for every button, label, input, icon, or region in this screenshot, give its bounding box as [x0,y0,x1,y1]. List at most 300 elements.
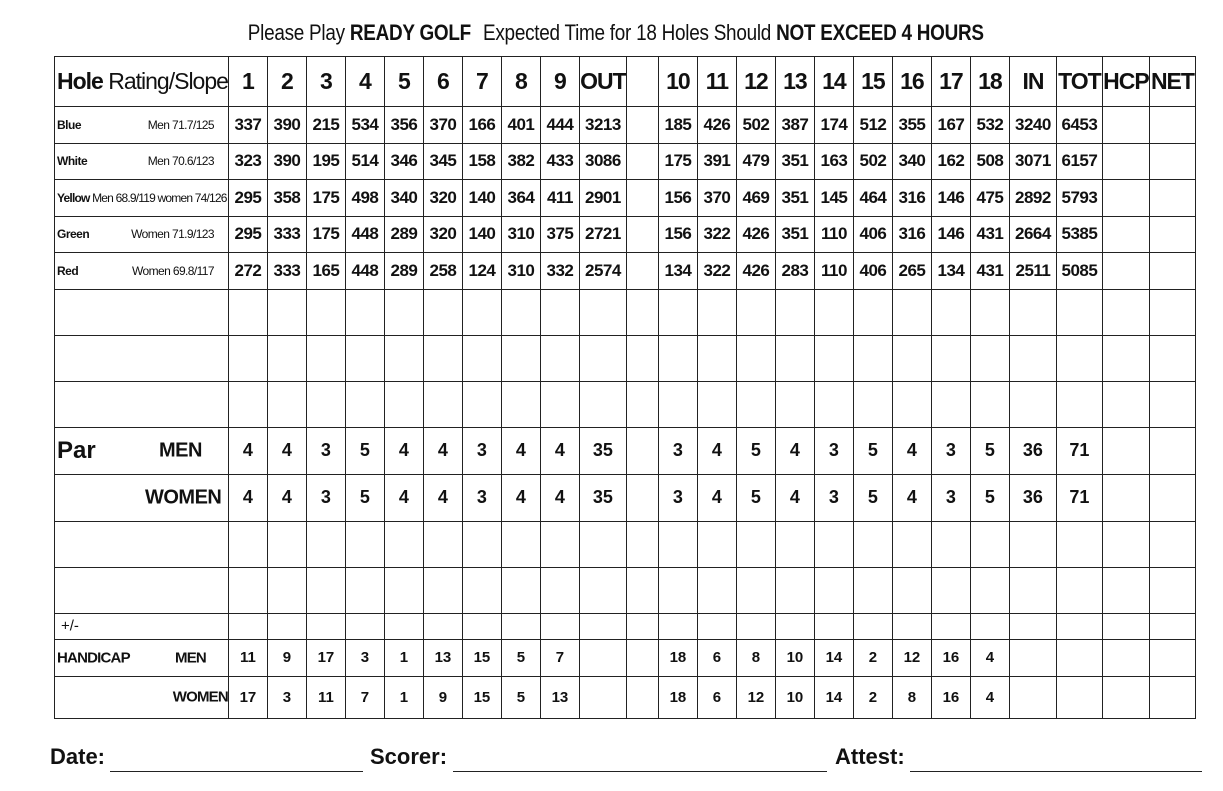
handicap-women-label [55,676,229,718]
score-entry-cell[interactable] [267,613,306,639]
yardage-cell: 167 [931,107,970,144]
yardage-cell: 316 [892,180,931,217]
score-entry-cell[interactable] [384,567,423,613]
gap-cell [626,143,658,180]
score-entry-cell[interactable] [814,613,853,639]
out-total-cell: 2574 [579,253,626,290]
score-entry-cell[interactable] [970,335,1009,381]
gap-cell [626,676,658,718]
score-entry-cell[interactable] [658,521,697,567]
score-entry-cell[interactable] [306,567,345,613]
score-entry-cell[interactable] [697,521,736,567]
hole-number-7: 7 [462,57,501,107]
score-entry-cell[interactable] [892,289,931,335]
par-cell: 4 [228,474,267,521]
par-cell: 4 [775,427,814,474]
net-cell [1149,474,1195,521]
score-entry-cell[interactable] [306,613,345,639]
yardage-cell: 195 [306,143,345,180]
score-entry-cell[interactable] [775,521,814,567]
handicap-cell: 2 [853,639,892,676]
yardage-cell: 310 [501,216,540,253]
score-entry-cell[interactable] [853,289,892,335]
yardage-cell: 375 [540,216,579,253]
score-entry-cell[interactable] [1009,335,1056,381]
par-cell: 4 [267,474,306,521]
gap-cell [626,107,658,144]
yardage-cell: 358 [267,180,306,217]
score-entry-cell[interactable] [814,335,853,381]
signature-footer [50,744,1210,778]
score-entry-cell[interactable] [345,613,384,639]
hcp-header: HCP [1102,57,1149,107]
tee-row-white [55,143,1196,180]
score-entry-cell[interactable] [501,289,540,335]
yardage-cell: 175 [658,143,697,180]
score-entry-cell[interactable] [892,567,931,613]
par-cell: 4 [540,427,579,474]
score-entry-cell[interactable] [1056,521,1102,567]
banner-text-2: Expected Time for 18 Holes Should [482,20,777,45]
hole-number-15: 15 [853,57,892,107]
score-entry-cell[interactable] [228,289,267,335]
score-entry-cell[interactable] [697,567,736,613]
in-cell [1009,676,1056,718]
score-entry-cell[interactable] [1056,289,1102,335]
handicap-cell: 12 [736,676,775,718]
par-cell: 3 [306,474,345,521]
score-entry-cell[interactable] [1009,521,1056,567]
score-entry-cell[interactable] [423,567,462,613]
score-entry-cell[interactable] [306,381,345,427]
yardage-cell: 479 [736,143,775,180]
tee-rating: Women 71.9/123 [131,227,214,242]
score-entry-cell[interactable] [579,567,626,613]
score-entry-cell[interactable] [626,335,658,381]
score-entry-cell[interactable] [853,613,892,639]
score-entry-cell[interactable] [892,381,931,427]
in-cell [1009,639,1056,676]
score-entry-cell[interactable] [775,567,814,613]
score-entry-cell[interactable] [501,613,540,639]
score-entry-cell[interactable] [345,521,384,567]
handicap-cell: 6 [697,639,736,676]
score-entry-cell[interactable] [775,335,814,381]
hole-number-12: 12 [736,57,775,107]
score-entry-cell[interactable] [1102,381,1149,427]
handicap-cell: 18 [658,639,697,676]
par-cell: 4 [423,427,462,474]
score-entry-cell[interactable] [1149,289,1195,335]
hcp-cell [1102,253,1149,290]
score-entry-cell[interactable] [384,521,423,567]
score-entry-cell[interactable] [931,289,970,335]
hcp-cell [1102,427,1149,474]
handicap-cell: 16 [931,639,970,676]
hcp-cell [1102,143,1149,180]
score-entry-cell[interactable] [970,521,1009,567]
yardage-cell: 175 [306,180,345,217]
par-cell: 5 [736,427,775,474]
handicap-men-label [55,639,229,676]
tee-rating: Men 68.9/119 women 74/126 [92,190,227,205]
yardage-cell: 444 [540,107,579,144]
score-entry-cell[interactable] [267,521,306,567]
yardage-cell: 134 [658,253,697,290]
score-entry-cell[interactable] [1056,335,1102,381]
score-entry-cell[interactable] [775,289,814,335]
tee-rating: Men 71.7/125 [147,117,214,132]
handicap-cell: 16 [931,676,970,718]
score-entry-cell[interactable] [228,335,267,381]
score-entry-cell[interactable] [345,335,384,381]
in-total-cell: 2892 [1009,180,1056,217]
handicap-men-text: MEN [175,649,206,666]
player-row [55,381,1196,427]
yardage-cell: 475 [970,180,1009,217]
tee-row-green [55,216,1196,253]
score-entry-cell[interactable] [814,567,853,613]
player-name-cell[interactable] [55,521,229,567]
score-entry-cell[interactable] [267,381,306,427]
yardage-cell: 534 [345,107,384,144]
score-entry-cell[interactable] [775,613,814,639]
score-entry-cell[interactable] [1056,381,1102,427]
hole-number-14: 14 [814,57,853,107]
score-entry-cell[interactable] [423,381,462,427]
hole-number-17: 17 [931,57,970,107]
score-entry-cell[interactable] [462,521,501,567]
yardage-cell: 508 [970,143,1009,180]
yardage-cell: 163 [814,143,853,180]
hole-number-5: 5 [384,57,423,107]
score-entry-cell[interactable] [736,381,775,427]
score-entry-cell[interactable] [306,335,345,381]
score-entry-cell[interactable] [384,381,423,427]
score-entry-cell[interactable] [579,381,626,427]
yardage-cell: 156 [658,180,697,217]
score-entry-cell[interactable] [931,381,970,427]
score-entry-cell[interactable] [1149,335,1195,381]
par-tot-cell: 71 [1056,427,1102,474]
tot-total-cell: 6157 [1056,143,1102,180]
yardage-cell: 431 [970,253,1009,290]
score-entry-cell[interactable] [1009,613,1056,639]
score-entry-cell[interactable] [697,289,736,335]
score-entry-cell[interactable] [1102,567,1149,613]
yardage-cell: 289 [384,253,423,290]
score-entry-cell[interactable] [931,335,970,381]
score-entry-cell[interactable] [658,613,697,639]
player-row [55,289,1196,335]
yardage-cell: 448 [345,216,384,253]
tee-row-red [55,253,1196,290]
tee-label-cell [55,180,229,217]
par-cell: 4 [892,474,931,521]
hcp-cell [1102,180,1149,217]
score-entry-cell[interactable] [384,289,423,335]
hole-number-4: 4 [345,57,384,107]
in-total-cell: 2664 [1009,216,1056,253]
score-entry-cell[interactable] [658,335,697,381]
out-total-cell: 3213 [579,107,626,144]
handicap-cell: 13 [540,676,579,718]
score-entry-cell[interactable] [540,289,579,335]
score-entry-cell[interactable] [423,335,462,381]
player-name-cell[interactable] [55,567,229,613]
score-entry-cell[interactable] [970,289,1009,335]
par-cell: 3 [462,474,501,521]
header-row [55,57,1196,107]
score-entry-cell[interactable] [658,289,697,335]
yardage-cell: 406 [853,253,892,290]
player-row [55,335,1196,381]
yardage-cell: 370 [697,180,736,217]
score-entry-cell[interactable] [579,521,626,567]
handicap-cell: 7 [540,639,579,676]
score-entry-cell[interactable] [423,289,462,335]
handicap-cell: 8 [736,639,775,676]
yardage-cell: 322 [697,253,736,290]
score-entry-cell[interactable] [626,381,658,427]
par-cell: 4 [384,427,423,474]
yardage-cell: 345 [423,143,462,180]
score-entry-cell[interactable] [462,613,501,639]
yardage-cell: 340 [892,143,931,180]
yardage-cell: 351 [775,143,814,180]
tot-cell [1056,676,1102,718]
score-entry-cell[interactable] [540,567,579,613]
par-cell: 5 [853,474,892,521]
score-entry-cell[interactable] [970,567,1009,613]
out-cell [579,676,626,718]
score-entry-cell[interactable] [501,335,540,381]
par-women-label-text: WOMEN [145,486,222,508]
gap-cell [626,216,658,253]
yardage-cell: 320 [423,180,462,217]
score-entry-cell[interactable] [1102,613,1149,639]
score-entry-cell[interactable] [1009,381,1056,427]
score-entry-cell[interactable] [540,613,579,639]
score-entry-cell[interactable] [345,381,384,427]
score-entry-cell[interactable] [1009,567,1056,613]
in-header: IN [1009,57,1056,107]
score-entry-cell[interactable] [384,613,423,639]
score-entry-cell[interactable] [1149,521,1195,567]
rating-slope-word: Rating/Slope [102,68,228,94]
score-entry-cell[interactable] [931,613,970,639]
score-entry-cell[interactable] [306,289,345,335]
handicap-cell: 14 [814,639,853,676]
net-cell [1149,253,1195,290]
score-entry-cell[interactable] [853,567,892,613]
yardage-cell: 272 [228,253,267,290]
handicap-cell: 2 [853,676,892,718]
score-entry-cell[interactable] [775,381,814,427]
hcp-cell [1102,474,1149,521]
tee-label-cell [55,143,229,180]
score-entry-cell[interactable] [501,567,540,613]
par-men-label-text: MEN [159,439,202,461]
handicap-cell: 12 [892,639,931,676]
score-entry-cell[interactable] [228,567,267,613]
scorer-line[interactable] [453,771,827,772]
par-men-label [55,427,229,474]
player-name-cell[interactable] [55,335,229,381]
score-entry-cell[interactable] [384,335,423,381]
yardage-cell: 390 [267,107,306,144]
score-entry-cell[interactable] [501,381,540,427]
yardage-cell: 502 [736,107,775,144]
score-entry-cell[interactable] [892,521,931,567]
yardage-cell: 332 [540,253,579,290]
score-entry-cell[interactable] [814,289,853,335]
in-total-cell: 3071 [1009,143,1056,180]
score-entry-cell[interactable] [267,567,306,613]
hole-number-18: 18 [970,57,1009,107]
score-entry-cell[interactable] [736,521,775,567]
tot-cell [1056,639,1102,676]
score-entry-cell[interactable] [579,335,626,381]
score-entry-cell[interactable] [306,521,345,567]
attest-line[interactable] [910,771,1202,772]
score-entry-cell[interactable] [423,521,462,567]
score-entry-cell[interactable] [814,381,853,427]
hcp-cell [1102,676,1149,718]
tot-total-cell: 6453 [1056,107,1102,144]
score-entry-cell[interactable] [267,289,306,335]
yardage-cell: 156 [658,216,697,253]
score-entry-cell[interactable] [931,521,970,567]
score-entry-cell[interactable] [626,521,658,567]
score-entry-cell[interactable] [267,335,306,381]
tee-name: Red [57,263,79,278]
score-entry-cell[interactable] [228,521,267,567]
yardage-cell: 140 [462,180,501,217]
par-cell: 4 [423,474,462,521]
score-entry-cell[interactable] [501,521,540,567]
score-entry-cell[interactable] [853,335,892,381]
score-entry-cell[interactable] [228,381,267,427]
score-entry-cell[interactable] [736,567,775,613]
score-entry-cell[interactable] [579,289,626,335]
score-entry-cell[interactable] [626,613,658,639]
score-entry-cell[interactable] [626,567,658,613]
gap-cell [626,639,658,676]
score-entry-cell[interactable] [736,335,775,381]
score-entry-cell[interactable] [345,289,384,335]
score-entry-cell[interactable] [814,521,853,567]
par-cell: 4 [892,427,931,474]
handicap-label: HANDICAP [57,649,130,666]
score-entry-cell[interactable] [1102,521,1149,567]
handicap-cell: 3 [345,639,384,676]
yardage-cell: 448 [345,253,384,290]
score-entry-cell[interactable] [736,289,775,335]
score-entry-cell[interactable] [540,521,579,567]
score-entry-cell[interactable] [462,567,501,613]
score-entry-cell[interactable] [853,521,892,567]
score-entry-cell[interactable] [423,613,462,639]
score-entry-cell[interactable] [462,381,501,427]
score-entry-cell[interactable] [697,613,736,639]
date-line[interactable] [110,771,363,772]
yardage-cell: 146 [931,216,970,253]
net-cell [1149,180,1195,217]
score-entry-cell[interactable] [1149,613,1195,639]
score-entry-cell[interactable] [970,381,1009,427]
yardage-cell: 355 [892,107,931,144]
par-cell: 4 [775,474,814,521]
tot-total-cell: 5085 [1056,253,1102,290]
par-out-cell: 35 [579,427,626,474]
plus-minus-text: +/- [61,617,79,635]
hole-number-8: 8 [501,57,540,107]
handicap-cell: 17 [306,639,345,676]
yardage-cell: 320 [423,216,462,253]
score-entry-cell[interactable] [970,613,1009,639]
score-entry-cell[interactable] [697,381,736,427]
score-entry-cell[interactable] [1102,289,1149,335]
score-entry-cell[interactable] [540,381,579,427]
score-entry-cell[interactable] [1009,289,1056,335]
scorer-label: Scorer: [370,744,448,769]
yardage-cell: 258 [423,253,462,290]
score-entry-cell[interactable] [579,613,626,639]
score-entry-cell[interactable] [658,381,697,427]
score-entry-cell[interactable] [1102,335,1149,381]
banner-ready-golf: READY GOLF [349,20,471,45]
yardage-cell: 283 [775,253,814,290]
yardage-cell: 323 [228,143,267,180]
par-out-cell: 35 [579,474,626,521]
score-entry-cell[interactable] [345,567,384,613]
score-entry-cell[interactable] [462,335,501,381]
tee-label-cell [55,107,229,144]
score-entry-cell[interactable] [626,289,658,335]
score-entry-cell[interactable] [1056,567,1102,613]
yardage-cell: 382 [501,143,540,180]
tot-header: TOT [1056,57,1102,107]
par-cell: 3 [462,427,501,474]
score-entry-cell[interactable] [892,335,931,381]
score-entry-cell[interactable] [658,567,697,613]
handicap-cell: 5 [501,676,540,718]
yardage-cell: 110 [814,216,853,253]
score-entry-cell[interactable] [736,613,775,639]
player-name-cell[interactable] [55,381,229,427]
yardage-cell: 162 [931,143,970,180]
tot-total-cell: 5793 [1056,180,1102,217]
yardage-cell: 532 [970,107,1009,144]
score-entry-cell[interactable] [853,381,892,427]
yardage-cell: 316 [892,216,931,253]
score-entry-cell[interactable] [1149,567,1195,613]
score-entry-cell[interactable] [1149,381,1195,427]
player-name-cell[interactable] [55,289,229,335]
score-entry-cell[interactable] [697,335,736,381]
score-entry-cell[interactable] [1056,613,1102,639]
score-entry-cell[interactable] [462,289,501,335]
score-entry-cell[interactable] [931,567,970,613]
score-entry-cell[interactable] [540,335,579,381]
hole-number-2: 2 [267,57,306,107]
yardage-cell: 145 [814,180,853,217]
par-cell: 5 [970,427,1009,474]
score-entry-cell[interactable] [892,613,931,639]
score-entry-cell[interactable] [228,613,267,639]
yardage-cell: 333 [267,216,306,253]
